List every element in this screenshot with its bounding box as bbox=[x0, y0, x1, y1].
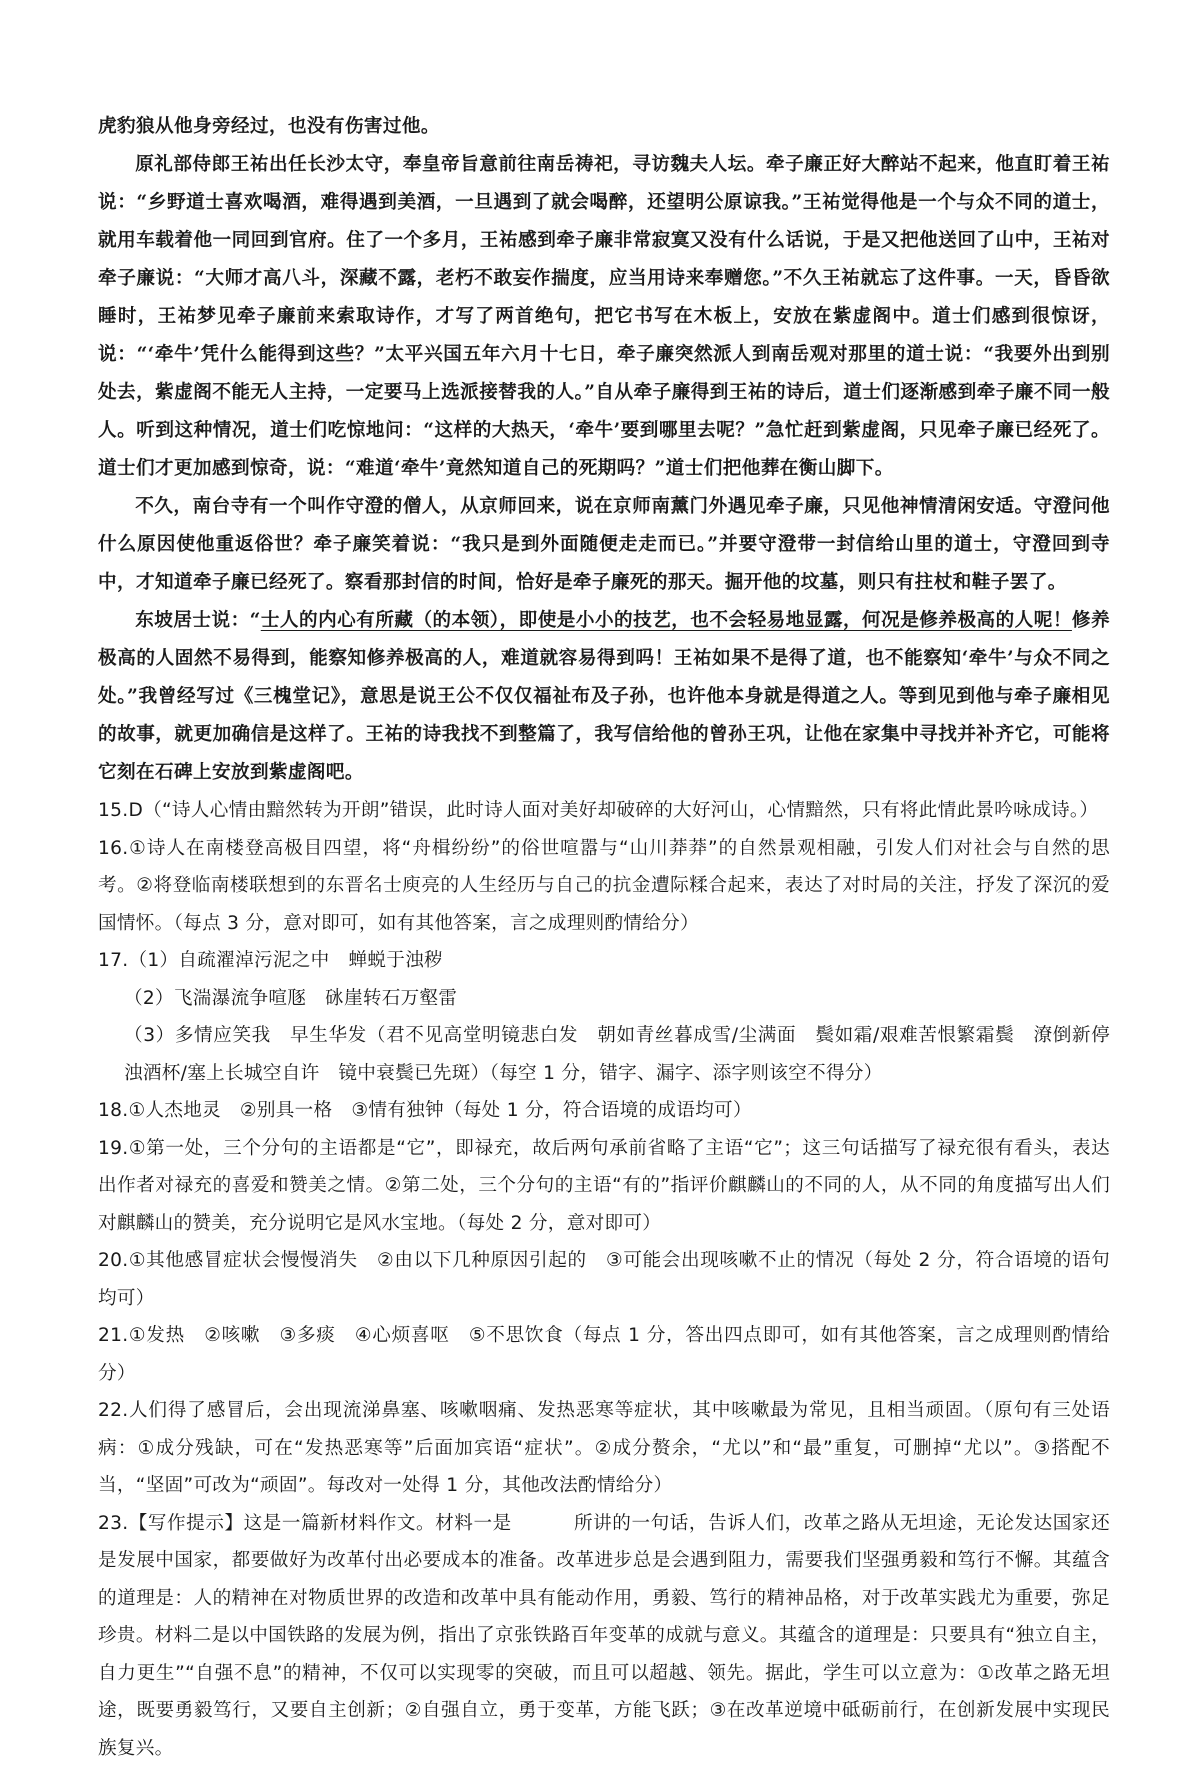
answer-19: 19.①第一处，三个分句的主语都是“它”，即禄充，故后两句承前省略了主语“它”；这三句话描写了禄充很有看头，表达出作者对禄充的喜爱和赞美之情。②第二处，三个分句的主语“有的”指评价麒麟山的不同的人，从不同的角度描写出人们对麒麟山的赞美，充分说明它是风水宝地。（每处 2 分，意对即可） bbox=[98, 1130, 1110, 1243]
answer-16: 16.①诗人在南楼登高极目四望，将“舟楫纷纷”的俗世喧嚣与“山川莽莽”的自然景观相融，引发人们对社会与自然的思考。②将登临南楼联想到的东晋名士庾亮的人生经历与自己的抗金遭际糅合起来，表达了对时局的关注，抒发了深沉的爱国情怀。（每点 3 分，意对即可，如有其他答案，言之成理则酌情给分） bbox=[98, 830, 1110, 943]
translation-section bbox=[98, 108, 1110, 792]
translation-paragraph bbox=[98, 602, 1110, 792]
translation-paragraph: 不久，南台寺有一个叫作守澄的僧人，从京师回来，说在京师南薰门外遇见牵子廉，只见他神情清闲安适。守澄问他什么原因使他重返俗世？牵子廉笑着说：“我只是到外面随便走走而已。”并要守澄带一封信给山里的道士，守澄回到寺中，才知道牵子廉已经死了。察看那封信的时间，恰好是牵子廉死的那天。掘开他的坟墓，则只有拄杖和鞋子罢了。 bbox=[98, 488, 1110, 602]
text-run: 东坡居士说：“ bbox=[135, 610, 261, 631]
answers-section bbox=[98, 792, 1110, 1767]
underlined-sentence: 士人的内心有所藏（的本领），即使是小小的技艺，也不会轻易地显露，何况是修养极高的人呢！ bbox=[261, 610, 1072, 631]
answer-22: 22.人们得了感冒后，会出现流涕鼻塞、咳嗽咽痛、发热恶寒等症状，其中咳嗽最为常见，且相当顽固。（原句有三处语病：①成分残缺，可在“发热恶寒等”后面加宾语“症状”。②成分赘余，“尤以”和“最”重复，可删掉“尤以”。③搭配不当，“坚固”可改为“顽固”。每改对一处得 1 分，其他改法酌情给分） bbox=[98, 1392, 1110, 1505]
text-run: 修养极高的人固然不易得到，能察知修养极高的人，难道就容易得到吗！王祐如果不是得了道，也不能察知‘牵牛’与众不同之处。”我曾经写过《三槐堂记》，意思是说王公不仅仅福祉布及子孙，也许他本身就是得道之人。等到见到他与牵子廉相见的故事，就更加确信是这样了。王祐的诗我找不到整篇了，我写信给他的曾孙王巩，让他在家集中寻找并补齐它，可能将它刻在石碑上安放到紫虚阁吧。 bbox=[98, 610, 1110, 783]
answer-17-part-3: （3）多情应笑我 早生华发（君不见高堂明镜悲白发 朝如青丝暮成雪/尘满面 鬓如霜/艰难苦恨繁霜鬓 潦倒新停浊酒杯/塞上长城空自许 镜中衰鬓已先斑）（每空 1 分，错字、漏字、添字则该空不得分） bbox=[98, 1017, 1110, 1092]
translation-paragraph: 原礼部侍郎王祐出任长沙太守，奉皇帝旨意前往南岳祷祀，寻访魏夫人坛。牵子廉正好大醉站不起来，他直盯着王祐说：“乡野道士喜欢喝酒，难得遇到美酒，一旦遇到了就会喝醉，还望明公原谅我。”王祐觉得他是一个与众不同的道士，就用车载着他一同回到官府。住了一个多月，王祐感到牵子廉非常寂寞又没有什么话说，于是又把他送回了山中，王祐对牵子廉说：“大师才高八斗，深藏不露，老朽不敢妄作揣度，应当用诗来奉赠您。”不久王祐就忘了这件事。一天，昏昏欲睡时，王祐梦见牵子廉前来索取诗作，才写了两首绝句，把它书写在木板上，安放在紫虚阁中。道士们感到很惊讶，说：“‘牵牛’凭什么能得到这些？”太平兴国五年六月十七日，牵子廉突然派人到南岳观对那里的道士说：“我要外出到别处去，紫虚阁不能无人主持，一定要马上选派接替我的人。”自从牵子廉得到王祐的诗后，道士们逐渐感到牵子廉不同一般人。听到这种情况，道士们吃惊地问：“这样的大热天，‘牵牛’要到哪里去呢？”急忙赶到紫虚阁，只见牵子廉已经死了。道士们才更加感到惊奇，说：“难道‘牵牛’竟然知道自己的死期吗？”道士们把他葬在衡山脚下。 bbox=[98, 146, 1110, 488]
answer-20: 20.①其他感冒症状会慢慢消失 ②由以下几种原因引起的 ③可能会出现咳嗽不止的情况（每处 2 分，符合语境的语句均可） bbox=[98, 1242, 1110, 1317]
answer-17: 17.（1）自疏濯淖污泥之中 蝉蜕于浊秽 bbox=[98, 942, 1110, 980]
answer-23 bbox=[98, 1505, 1110, 1767]
answer-15: 15.D（“诗人心情由黯然转为开朗”错误，此时诗人面对美好却破碎的大好河山，心情黯然，只有将此情此景吟咏成诗。） bbox=[98, 792, 1110, 830]
answer-17-part-2: （2）飞湍瀑流争喧豗 砯崖转石万壑雷 bbox=[98, 980, 1110, 1018]
text-run: 23.【写作提示】这是一篇新材料作文。材料一是 bbox=[98, 1513, 512, 1534]
answer-18: 18.①人杰地灵 ②别具一格 ③情有独钟（每处 1 分，符合语境的成语均可） bbox=[98, 1092, 1110, 1130]
answer-21: 21.①发热 ②咳嗽 ③多痰 ④心烦喜呕 ⑤不思饮食（每点 1 分，答出四点即可，如有其他答案，言之成理则酌情给分） bbox=[98, 1317, 1110, 1392]
text-run: 所讲的一句话，告诉人们，改革之路从无坦途，无论发达国家还是发展中国家，都要做好为改革付出必要成本的准备。改革进步总是会遇到阻力，需要我们坚强勇毅和笃行不懈。其蕴含的道理是：人的精神在对物质世界的改造和改革中具有能动作用，勇毅、笃行的精神品格，对于改革实践尤为重要，弥足珍贵。材料二是以中国铁路的发展为例，指出了京张铁路百年变革的成就与意义。其蕴含的道理是：只要具有“独立自主，自力更生”“自强不息”的精神，不仅可以实现零的突破，而且可以超越、领先。据此，学生可以立意为：①改革之路无坦途，既要勇毅笃行，又要自主创新；②自强自立，勇于变革，方能飞跃；③在改革逆境中砥砺前行，在创新发展中实现民族复兴。 bbox=[98, 1513, 1110, 1759]
translation-paragraph: 虎豹狼从他身旁经过，也没有伤害过他。 bbox=[98, 108, 1110, 146]
